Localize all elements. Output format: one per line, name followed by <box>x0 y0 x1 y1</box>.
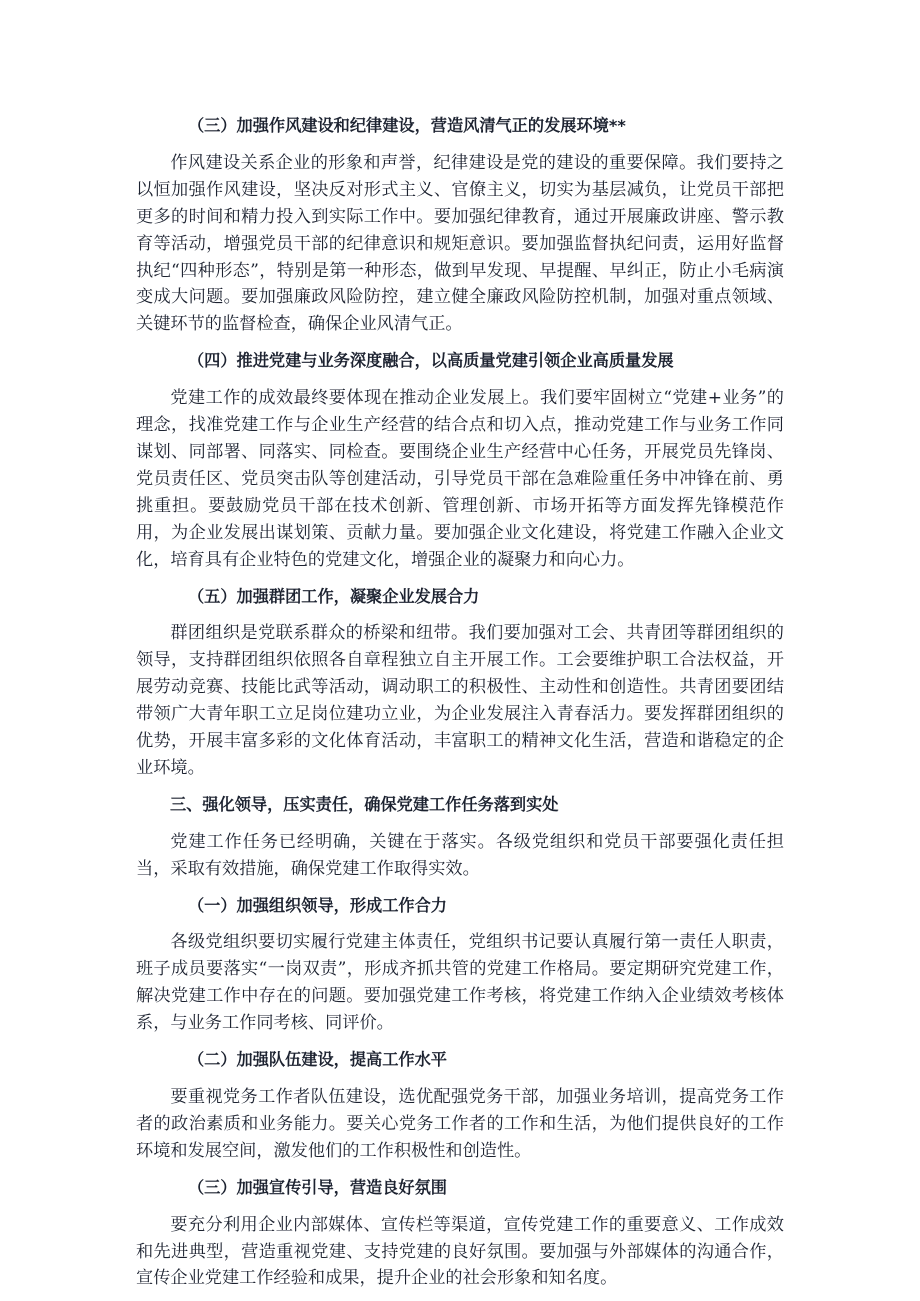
section-heading-2: （二）加强队伍建设，提高工作水平 <box>188 1050 447 1070</box>
paragraph-leadership: 各级党组织要切实履行党建主体责任，党组织书记要认真履行第一责任人职责，班子成员要落实“一岗双责”，形成齐抓共管的党建工作格局。要定期研究党建工作，解决党建工作中存在的问题。要加强党建工作考核，将党建工作纳入企业绩效考核体系，与业务工作同考核、同评价。 <box>136 932 784 1034</box>
section-heading-3-5: （五）加强群团工作，凝聚企业发展合力 <box>188 586 480 606</box>
document-body <box>136 113 784 1292</box>
paragraph-work-style: 作风建设关系企业的形象和声誉，纪律建设是党的建设的重要保障。我们要持之以恒加强作风建设，坚决反对形式主义、官僚主义，切实为基层减负，让党员干部把更多的时间和精力投入到实际工作中。要加强纪律教育，通过开展廉政讲座、警示教育等活动，增强党员干部的纪律意识和规矩意识。要加强监督执纪问责，运用好监督执纪“四种形态”，特别是第一种形态，做到早发现、早提醒、早纠正，防止小毛病演变成大问题。要加强廉政风险防控，建立健全廉政风险防控机制，加强对重点领域、关键环节的监督检查，确保企业风清气正。 <box>136 152 784 335</box>
paragraph-team-building: 要重视党务工作者队伍建设，选优配强党务干部，加强业务培训，提高党务工作者的政治素质和业务能力。要关心党务工作者的工作和生活，为他们提供良好的工作环境和发展空间，激发他们的工作积极性和创造性。 <box>136 1087 784 1161</box>
paragraph-publicity: 要充分利用企业内部媒体、宣传栏等渠道，宣传党建工作的重要意义、工作成效和先进典型，营造重视党建、支持党建的良好氛围。要加强与外部媒体的沟通合作，宣传企业党建工作经验和成果，提升企业的社会形象和知名度。 <box>136 1214 784 1289</box>
section-heading-3-4: （四）推进党建与业务深度融合，以高质量党建引领企业高质量发展 <box>188 351 674 371</box>
section-heading-3-3: （三）加强作风建设和纪律建设，营造风清气正的发展环境** <box>188 116 626 135</box>
section-heading-3: （三）加强宣传引导，营造良好氛围 <box>188 1177 447 1197</box>
paragraph-mass-orgs: 群团组织是党联系群众的桥梁和纽带。我们要加强对工会、共青团等群团组织的领导，支持群团组织依照各自章程独立自主开展工作。工会要维护职工合法权益，开展劳动竞赛、技能比武等活动，调动职工的积极性、主动性和创造性。共青团要团结带领广大青年职工立足岗位建功立业，为企业发展注入青春活力。要发挥群团组织的优势，开展丰富多彩的文化体育活动，丰富职工的精神文化生活，营造和谐稳定的企业环境。 <box>136 623 784 778</box>
paragraph-implementation: 党建工作任务已经明确，关键在于落实。各级党组织和党员干部要强化责任担当，采取有效措施，确保党建工作取得实效。 <box>136 831 784 879</box>
paragraph-integration: 党建工作的成效最终要体现在推动企业发展上。我们要牢固树立“党建+业务”的理念，找准党建工作与企业生产经营的结合点和切入点，推动党建工作与业务工作同谋划、同部署、同落实、同检查。要围绕企业生产经营中心任务，开展党员先锋岗、党员责任区、党员突击队等创建活动，引导党员干部在急难险重任务中冲锋在前、勇挑重担。要鼓励党员干部在技术创新、管理创新、市场开拓等方面发挥先锋模范作用，为企业发展出谋划策、贡献力量。要加强企业文化建设，将党建工作融入企业文化，培育具有企业特色的党建文化，增强企业的凝聚力和向心力。 <box>136 388 784 570</box>
section-heading-1: （一）加强组织领导，形成工作合力 <box>188 895 447 915</box>
chapter-heading-3: 三、强化领导，压实责任，确保党建工作任务落到实处 <box>170 794 559 814</box>
